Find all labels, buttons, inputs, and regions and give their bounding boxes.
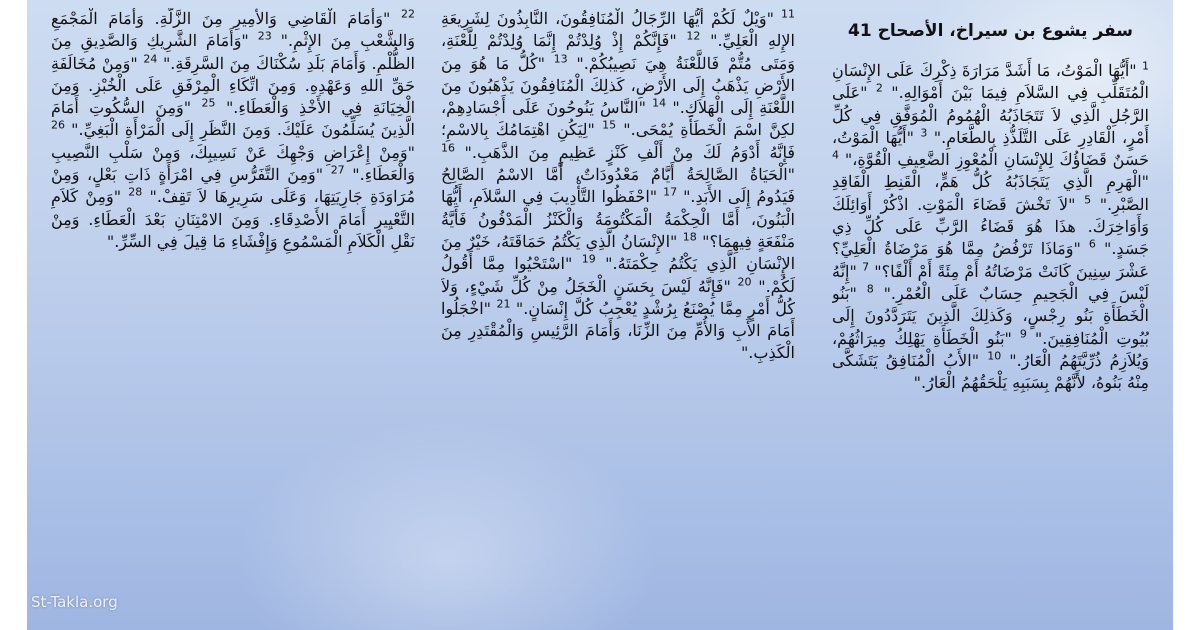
verse-number: 20 <box>737 275 752 289</box>
verse-number: 8 <box>866 282 874 296</box>
verse-text: "الْهَرِمِ الَّذِي يَتَجَاذَبُهُ كُلُّ هَمٍّ، الْقَنِطِ الْفَاقِدِ الصَّبْرِ." <box>832 172 1149 214</box>
verse-number: 17 <box>663 186 678 200</box>
verse-text: "فَإِنَّكُمْ إِذْ وُلِدْتُمْ إِنَّمَا وُلِدْتُمْ لِلَّعْنَةِ، وَمَتَى مُتُّمْ فَاللَّعْنَةُ هِيَ نَصِيبُكُمْ." <box>441 31 795 73</box>
verse-number: 15 <box>602 119 617 133</box>
verse-number: 6 <box>1088 238 1096 252</box>
verse-number: 5 <box>1084 193 1092 207</box>
verse-number: 21 <box>496 297 511 311</box>
verse-text: "لاَ تَخْشَ قَضَاءَ الْمَوْتِ. اذْكُرْ أَوَائِلَكَ وَأَوَاخِرَكَ. هذَا هُوَ قَضَاءُ الرَّبِّ عَلَى كُلِّ ذِي جَسَدٍ." <box>832 194 1149 259</box>
verse-text: "كُلُّ مَا هُوَ مِنَ الأَرْضِ يَذْهَبُ إِلَى الأَرْضِ، كَذلِكَ الْمُنَافِقُونَ يَذْهَبُونَ مِنَ اللَّعْنَةِ إِلَى الْهَلاَكِ." <box>441 53 795 118</box>
verse-text: "النَّاسُ يَنُوحُونَ عَلَى أَجْسَادِهِمْ، لكِنَّ اسْمَ الْخَطَأَةِ يُمْحَى." <box>441 98 795 140</box>
verse-number: 24 <box>143 52 158 66</box>
verse-text: "اخْجَلُوا أَمَامَ الأَبِ وَالأُمِّ مِنَ الزِّنَا، وَأَمَامَ الرَّئِيسِ وَالْمُقْتَدِرِ مِنَ الْكَذِبِ." <box>441 298 795 363</box>
chapter-title: سفر يشوع بن سيراخ، الأصحاح 41 <box>848 21 1133 41</box>
verse-text: "الأَبُ الْمُنَافِقُ يَتَشَكَّى مِنْهُ بَنُوهُ، لأَنَّهُمْ بِسَبَبِهِ يَلْحَقُهُمُ الْعَارُ." <box>832 350 1149 393</box>
column-paragraph <box>51 8 415 253</box>
verse-number: 22 <box>401 8 415 21</box>
verse-text: "احْفَظُوا التَّأْدِيبَ فِي السَّلاَمِ، أَيُّهَا الْبَنُونَ، أَمَّا الْحِكْمَةُ الْمَكْتُومَةُ وَالْكَنْزُ الْمَدْفُونُ فَأَيَّةُ مَنْفَعَةٍ فِيهِمَا؟" <box>441 187 795 251</box>
verse-text: "أَيُّهَا الْمَوْتُ، مَا أَشَدَّ مَرَارَةَ ذِكْرِكَ عَلَى الإِنْسَانِ الْمُتَقَلِّبِ فِي السَّلاَمِ فِيمَا بَيْنَ أَمْوَالِهِ." <box>832 61 1149 103</box>
verse-number: 9 <box>1019 327 1027 341</box>
verse-text: "فَإِنَّهُ لَيْسَ بِحَسَنٍ الْخَجَلُ مِنْ كُلِّ شَيْءٍ، وَلاَ كُلُّ أَمْرٍ مِمَّا يُصْنَعُ بِرُشْدٍ يُعْجِبُ كُلَّ إِنْسَانٍ." <box>441 276 795 318</box>
verse-number: 7 <box>862 260 870 274</box>
verse-number: 12 <box>686 29 701 43</box>
verse-number: 4 <box>832 148 839 162</box>
verse-text: "وَمِنَ السُّكُوتِ أَمَامَ الَّذِينَ يُسَلِّمُونَ عَلَيْكَ. وَمِنَ النَّظَرِ إِلَى الْمَرْأَةِ الْبَغِيِّ." <box>51 98 415 140</box>
chapter-panel <box>27 0 1173 630</box>
verse-text: "وَمِنْ كَلاَمِ التَّعْيِيرِ أَمَامَ الأَصْدِقَاءِ. وَمِنَ الامْتِنَانِ بَعْدَ الْعَطَاءِ. وَمِنْ نَقْلِ الْكَلاَمِ الْمَسْمُوعِ وَإِفْشَاءِ مَا قِيلَ فِي السِّرِّ." <box>51 187 415 251</box>
verse-number: 26 <box>51 119 65 133</box>
verse-text: "وَأَمَامَ الشَّرِيكِ وَالصَّدِيقِ مِنَ الظُّلْمِ. وَأَمَامَ بَلَدِ سُكْنَاكَ مِنَ السَّرِقَةِ." <box>51 31 415 73</box>
verse-number: 23 <box>257 29 272 43</box>
verse-number: 28 <box>128 186 143 200</box>
verse-text: "الْحَيَاةُ الصَّالِحَةُ أَيَّامٌ مَعْدُودَاتٌ، أَمَّا الاسْمُ الصَّالِحُ فَيَدُومُ إِلَى الأَبَدِ." <box>441 165 795 207</box>
text-column-right <box>832 8 1149 614</box>
verse-number: 11 <box>781 8 795 21</box>
verse-text: "أَيُّهَا الْمَوْتُ، حَسَنٌ قَضَاؤُكَ لِلإِنْسَانِ الْمُعْوِزِ الضَّعِيفِ الْقُوَّةِ،" <box>832 127 1149 170</box>
verse-text: "وَمِنَ التَّفَرُّسِ فِي امْرَأَةٍ ذَاتِ بَعْلٍ، وَمِنْ مُرَاوَدَةِ جَارِيَتِهَا، وَعَلَى سَرِيرِهَا لاَ تَقِفْ." <box>51 165 415 207</box>
verse-number: 10 <box>987 349 1002 363</box>
text-column-left <box>51 8 415 614</box>
verse-number: 2 <box>875 81 883 95</box>
verse-text: "وَيْلٌ لَكُمْ أَيُّهَا الرِّجَالُ الْمُنَافِقُونَ، النَّابِذُونَ لِشَرِيعَةِ الإِلهِ الْعَلِيِّ." <box>441 9 795 51</box>
verse-text: "الإِنْسَانُ الَّذِي يَكْتُمُ حَمَاقَتَهُ، خَيْرٌ مِنَ الإِنْسَانِ الَّذِي يَكْتُمُ حِكْمَتَهُ." <box>441 231 795 274</box>
verse-text: "وَمَاذَا تَرْفُضُ مِمَّا هُوَ مَرْضَاةُ الْعَلِيِّ؟ عَشْرَ سِنِينَ كَانَتْ مَرْضَاتُهُ أَمْ مِئَةً أَمْ أَلْفًا؟" <box>832 239 1149 281</box>
verse-text: "وَمِنْ إِعْرَاضِ وَجْهِكَ عَنْ نَسِيبِكَ، وَمِنْ سَلْبِ النَّصِيبِ وَالْعَطَاءِ." <box>51 142 415 185</box>
verse-text: "بَنُو الْخَطَأَةِ يَهْلِكُ مِيرَاثُهُمْ، وَيُلاَزِمُ ذُرِّيَّتَهُمُ الْعَارُ." <box>832 328 1149 370</box>
verse-text: "وَأَمَامَ الْقَاضِي وَالأَمِيرِ مِنَ الزَّلَّةِ. وَأَمَامَ الْمَجْمَعِ وَالشَّعْبِ مِنَ الإِثْمِ." <box>51 9 415 51</box>
column-paragraph <box>832 60 1149 394</box>
verse-text: "وَمِنْ مُخَالَفَةِ حَقِّ اللهِ وَعَهْدِهِ. وَمِنَ اتِّكَاءِ الْمِرْفَقِ عَلَى الْخُبْزِ. وَمِنَ الْخِيَانَةِ فِي الأَخْذِ وَالْعَطَاءِ." <box>51 53 415 118</box>
verse-number: 1 <box>1142 59 1149 73</box>
verse-text: "بَنُو الْخَطَأَةِ بَنُو رِجْسٍ، وَكَذلِكَ الَّذِينَ يَتَرَدَّدُونَ إِلَى بُيُوتِ الْمُنَافِقِينَ." <box>832 283 1149 348</box>
verse-text: "إِنَّهُ لَيْسَ فِي الْجَحِيمِ حِسَابٌ عَلَى الْعُمْرِ." <box>832 261 1149 303</box>
verse-number: 14 <box>652 96 667 110</box>
verse-number: 16 <box>441 141 455 155</box>
verse-text: "عَلَى الرَّجُلِ الَّذِي لاَ تَتَجَاذَبُهُ الْهُمُومُ الْمُوَفَّقِ فِي كُلِّ أَمْرٍ، الْقَادِرِ عَلَى التَّلَذُّذِ بِالطَّعَامِ." <box>832 83 1149 147</box>
column-paragraph <box>441 8 795 365</box>
verse-number: 19 <box>581 252 596 266</box>
verse-text: "لِيَكُنِ اهْتِمَامُكَ بِالاسْمِ؛ فَإِنَّهُ أَدْوَمُ لَكَ مِنْ أَلْفِ كَنْزٍ عَظِيمٍ مِنَ الذَّهَبِ." <box>441 120 795 162</box>
verse-text: "اسْتَحْيُوا مِمَّا أَقُولُ لَكُمْ." <box>441 254 795 296</box>
verse-number: 3 <box>920 126 928 140</box>
verse-number: 25 <box>201 96 216 110</box>
site-watermark: St-Takla.org <box>31 593 118 611</box>
verse-number: 13 <box>553 52 568 66</box>
text-column-middle <box>441 8 795 614</box>
verse-number: 18 <box>682 230 697 244</box>
verse-number: 27 <box>330 163 345 177</box>
